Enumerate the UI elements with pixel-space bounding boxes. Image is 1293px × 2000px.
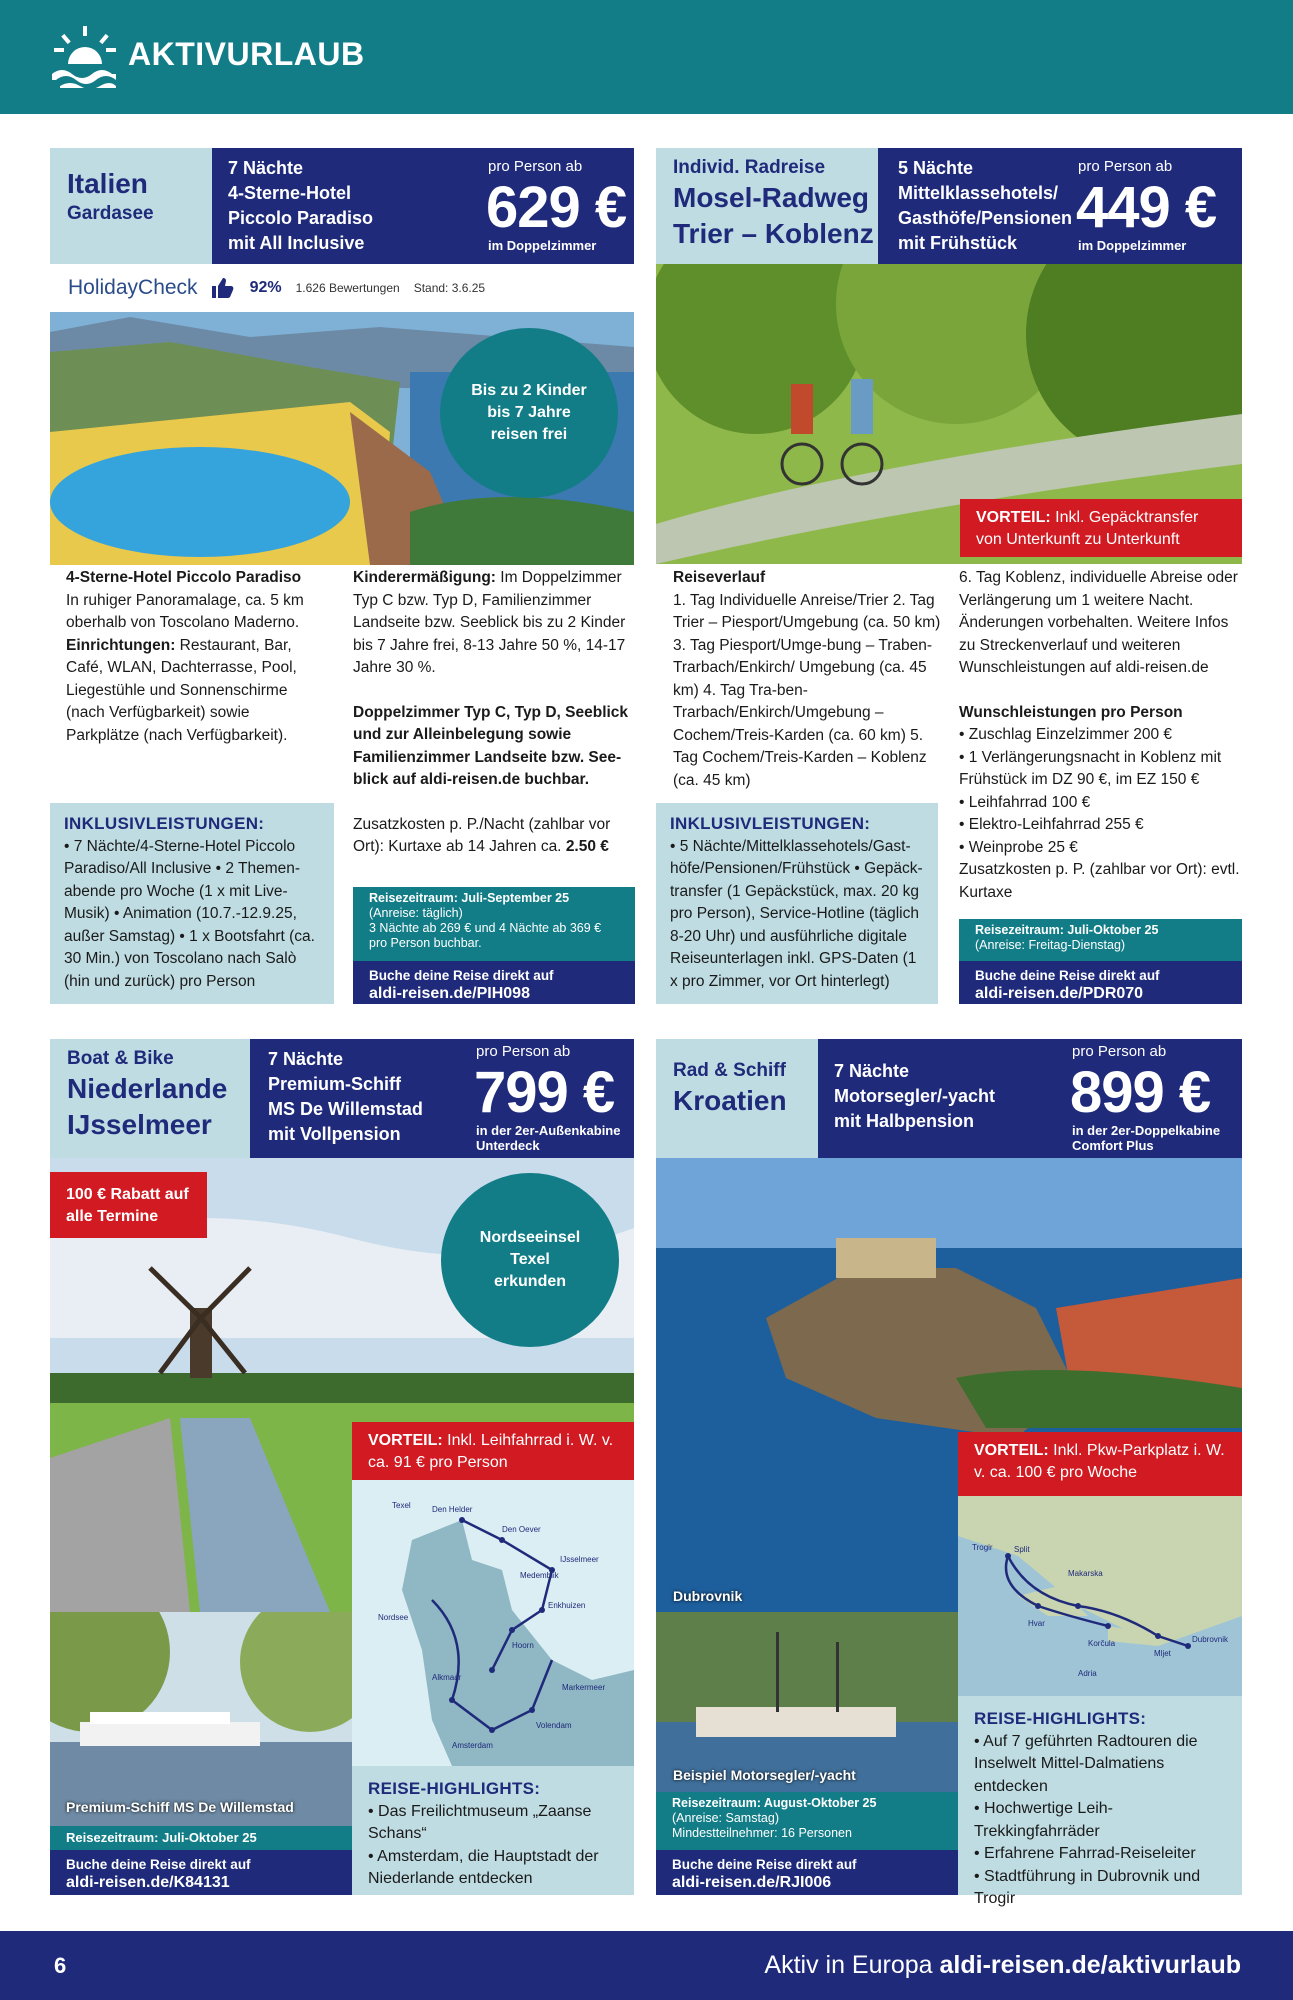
- offer3-bar-line: mit Vollpension: [268, 1124, 401, 1144]
- offer4-photo-caption: Dubrovnik: [673, 1588, 743, 1604]
- offer1-travel-period: [353, 887, 635, 961]
- map-label: IJsselmeer: [560, 1555, 599, 1564]
- offer3-bar-line: Premium-Schiff: [268, 1074, 402, 1094]
- offer2-title: Mosel-Radweg: [673, 182, 870, 213]
- offer4-period-head: Reisezeitraum: August-Oktober 25: [672, 1796, 877, 1810]
- offer4-price: 899 €: [1070, 1060, 1211, 1125]
- offer4-booking-link[interactable]: [656, 1850, 958, 1895]
- offer3-route-map: [352, 1480, 634, 1766]
- offer3-highlights-head: REISE-HIGHLIGHTS:: [368, 1779, 541, 1798]
- offer3-travel-period: [50, 1826, 352, 1850]
- map-label: Nordsee: [378, 1613, 409, 1622]
- offer4-highlights: [958, 1696, 1242, 1907]
- map-label: Makarska: [1068, 1569, 1103, 1578]
- offer4-price-bar: [818, 1039, 1242, 1158]
- offer3-highlight-item: • Amsterdam, die Hauptstadt der Niederlande entdecken: [368, 1847, 599, 1887]
- offer1-period-head: Reisezeitraum: Juli-September 25: [369, 891, 570, 905]
- offer1-inclusive-text: • 7 Nächte/4-Sterne-Hotel Piccolo Paradiso/All Inclusive • 2 Themen-abende pro Woche (1 x mit Live-Musik) • Animation (10.7.-12.9.25, außer Samstag) • 1 x Bootsfahrt (ca. 30 Min.) von Toscolano nach Salò (hin und zurück) pro Person: [64, 837, 315, 990]
- offer4-booking-url[interactable]: aldi-reisen.de/RJI006: [672, 1874, 832, 1891]
- offer4-highlight-item: • Stadtführung in Dubrovnik und Trogir: [974, 1867, 1201, 1907]
- offer2-extras: [959, 567, 1243, 904]
- offer4-advantage-text: Inkl. Pkw-Parkplatz i. W. v. ca. 100 € pro Woche: [974, 1442, 1225, 1481]
- offer3-advantage-text: Inkl. Leihfahrrad i. W. v. ca. 91 € pro Person: [368, 1432, 614, 1471]
- offer3-bar-line: 7 Nächte: [268, 1049, 344, 1069]
- offer1-price-prefix: pro Person ab: [488, 158, 583, 175]
- offer1-period-line: 3 Nächte ab 269 € und 4 Nächte ab 369 €: [369, 921, 602, 935]
- offer2-bar-line: Mittelklassehotels/: [898, 183, 1059, 203]
- offer1-period-line: (Anreise: täglich): [369, 906, 463, 920]
- offer2-price-bar: [878, 148, 1242, 264]
- map-label: Enkhuizen: [548, 1601, 586, 1610]
- offer1-bar-line: 7 Nächte: [228, 158, 304, 178]
- offer2-bar-line: mit Frühstück: [898, 233, 1018, 253]
- offer2-inclusive-text: • 5 Nächte/Mittelklassehotels/Gast-höfe/Pensionen/Frühstück • Gepäck-transfer (1 Gepäckstück, max. 20 kg pro Person), Service-Hotline (täglich 8-20 Uhr) und ausführliche digitale Reiseunterlagen inkl. GPS-Daten (1 x pro Zimmer, vor Ort hinterlegt): [670, 837, 923, 990]
- offer4-bar-line: mit Halbpension: [834, 1111, 975, 1131]
- offer4-period-line: (Anreise: Samstag): [672, 1811, 779, 1825]
- map-label: Alkmaar: [432, 1673, 462, 1682]
- offer3-price-bar: [250, 1039, 634, 1158]
- offer1-extra-costs: Zusatzkosten p. P./Nacht (zahlbar vor Ort): Kurtaxe ab 14 Jahren ca.: [353, 815, 611, 855]
- offer4-booking-text: Buche deine Reise direkt auf: [672, 1857, 857, 1872]
- holidaycheck-count: 1.626 Bewertungen: [295, 281, 400, 295]
- offer1-hotel-description: [66, 567, 326, 747]
- offer1-bar-line: 4-Sterne-Hotel: [228, 183, 352, 203]
- page-title: AKTIVURLAUB: [128, 36, 365, 72]
- offer2-price: 449 €: [1076, 175, 1217, 240]
- offer1-facilities-text: Restaurant, Bar, Café, WLAN, Dachterrasse, Pool, Liegestühle und Sonnenschirme (nach Verfügbarkeit) sowie Parkplätze (nach Verfügbarkeit).: [66, 636, 297, 744]
- offer4-advantage-label: VORTEIL:: [974, 1442, 1049, 1459]
- offer4-boat-caption: Beispiel Motorsegler/-yacht: [673, 1767, 856, 1783]
- offer1-price-sub: im Doppelzimmer: [488, 238, 597, 253]
- map-label: Texel: [392, 1501, 411, 1510]
- map-label: Amsterdam: [452, 1741, 493, 1750]
- footer-label: Aktiv in Europa: [764, 1951, 940, 1979]
- offer4-price-sub: [1072, 1123, 1220, 1153]
- offer1-facilities-label: Einrichtungen:: [66, 636, 176, 654]
- offer2-wish-item: • Weinprobe 25 €: [959, 838, 1078, 856]
- offer4-price-sub-line: Comfort Plus: [1072, 1138, 1154, 1153]
- map-label: Den Helder: [432, 1505, 473, 1514]
- offer2-price-prefix: pro Person ab: [1078, 158, 1173, 175]
- offer3-ship-caption: Premium-Schiff MS De Willemstad: [66, 1799, 294, 1815]
- offer3-price-prefix: pro Person ab: [476, 1043, 571, 1060]
- offer2-wish-item: • 1 Verlängerungsnacht in Koblenz mit Frühstück im DZ 90 €, im EZ 150 €: [959, 748, 1222, 788]
- map-label: Mljet: [1154, 1649, 1171, 1658]
- offer4-bar-line: Motorsegler/-yacht: [834, 1086, 996, 1106]
- offer4-highlight-item: • Auf 7 geführten Radtouren die Inselwelt Mittel-Dalmatiens entdecken: [974, 1732, 1198, 1795]
- offer3-price-sub-line: in der 2er-Außenkabine: [476, 1123, 621, 1138]
- offer1-country: Italien: [67, 168, 148, 199]
- map-label: Hvar: [1028, 1619, 1045, 1628]
- offer4-route-map: [958, 1496, 1242, 1696]
- offer4-advantage: [958, 1432, 1242, 1496]
- offer3-destination: [50, 1039, 250, 1158]
- offer3-booking-text: Buche deine Reise direkt auf: [66, 1857, 251, 1872]
- offer1-kids-discount: [353, 567, 631, 859]
- offer3-advantage-label: VORTEIL:: [368, 1432, 443, 1449]
- offer3-texel-circle: Nordseeinsel Texel erkunden: [441, 1173, 619, 1347]
- offer1-room-types: Doppelzimmer Typ C, Typ D, Seeblick und zur Alleinbelegung sowie Familienzimmer Landseite bzw. See-blick auf aldi-reisen.de buchbar.: [353, 703, 629, 788]
- map-label: Markermeer: [562, 1683, 606, 1692]
- offer3-price-sub-line: Unterdeck: [476, 1138, 540, 1153]
- page-number: 6: [54, 1953, 67, 1978]
- offer3-price: 799 €: [474, 1060, 615, 1125]
- thumbs-up-icon: [210, 277, 234, 299]
- offer4-price-sub-line: in der 2er-Doppelkabine: [1072, 1123, 1221, 1138]
- offer2-advantage-text: Inkl. Gepäcktransfer von Unterkunft zu Unterkunft: [976, 509, 1199, 548]
- offer2-period-head: Reisezeitraum: Juli-Oktober 25: [975, 923, 1159, 937]
- offer3-title: Niederlande: [67, 1073, 228, 1104]
- offer2-bar-line: 5 Nächte: [898, 158, 974, 178]
- offer1-kids-circle: Bis zu 2 Kinder bis 7 Jahre reisen frei: [440, 328, 618, 498]
- offer2-booking-text: Buche deine Reise direkt auf: [975, 968, 1160, 983]
- offer4-boat-photo: [656, 1612, 958, 1792]
- map-label: Split: [1014, 1545, 1030, 1554]
- offer3-title-2: IJsselmeer: [67, 1109, 212, 1140]
- offer4-destination: [656, 1039, 818, 1158]
- map-label: Medemblik: [520, 1571, 559, 1580]
- offer3-highlight-item: • Das Freilichtmuseum „Zaanse Schans“: [368, 1802, 592, 1842]
- holidaycheck-percent: 92%: [249, 279, 282, 296]
- offer2-inclusive-head: INKLUSIVLEISTUNGEN:: [670, 814, 871, 833]
- map-label: Korčula: [1088, 1639, 1116, 1648]
- offer1-bar-line: Piccolo Paradiso: [228, 208, 374, 228]
- offer2-inclusive-box: [656, 803, 938, 1004]
- offer1-booking-text: Buche deine Reise direkt auf: [369, 968, 554, 983]
- offer1-inclusive-head: INKLUSIVLEISTUNGEN:: [64, 814, 265, 833]
- offer1-hotel-head: 4-Sterne-Hotel Piccolo Paradiso: [66, 569, 302, 586]
- page-footer: [0, 1931, 1293, 2000]
- map-label: Hoorn: [512, 1641, 534, 1650]
- offer3-bar-line: MS De Willemstad: [268, 1099, 423, 1119]
- footer-link[interactable]: aldi-reisen.de/aktivurlaub: [939, 1951, 1241, 1979]
- offer4-period-line: Mindestteilnehmer: 16 Personen: [672, 1826, 852, 1840]
- offer3-price-sub: [476, 1123, 620, 1153]
- offer2-advantage: [960, 499, 1242, 557]
- holidaycheck-rating: [50, 264, 634, 312]
- offer2-itinerary: [673, 567, 943, 792]
- offer1-extra-costs-value: 2.50 €: [565, 838, 609, 855]
- offer2-booking-link[interactable]: [959, 961, 1242, 1004]
- offer4-highlight-item: • Hochwertige Leih-Trekkingfahrräder: [974, 1800, 1113, 1840]
- offer1-kids-label: Kinderermäßigung:: [353, 569, 496, 586]
- offer2-extra-costs: Zusatzkosten p. P. (zahlbar vor Ort): evtl. Kurtaxe: [959, 861, 1240, 901]
- map-label: Den Oever: [502, 1525, 541, 1534]
- offer1-bar-line: mit All Inclusive: [228, 233, 365, 253]
- offer2-title-2: Trier – Koblenz: [673, 218, 874, 249]
- offer3-discount-badge: 100 € Rabatt auf alle Termine: [50, 1172, 207, 1238]
- offer2-destination: [656, 148, 878, 264]
- offer2-itinerary-text: 1. Tag Individuelle Anreise/Trier 2. Tag Trier – Piesport/Umgebung (ca. 50 km) 3. Tag Piesport/Umge-bung – Traben-Trarbach/Enkirch/ Umgebung (ca. 45 km) 4. Tag Tra-ben-Trarbach/Enkirch/Umgebung – Cochem/Treis-Karden (ca. 60 km) 5. Tag Cochem/Treis-Karden – Koblenz (ca. 45 km): [673, 591, 941, 789]
- offer2-wish-item: • Leihfahrrad 100 €: [959, 793, 1091, 811]
- offer2-bar-line: Gasthöfe/Pensionen: [898, 208, 1073, 228]
- offer2-advantage-label: VORTEIL:: [976, 509, 1051, 526]
- offer1-hotel-text: In ruhiger Panoramalage, ca. 5 km oberhalb von Toscolano Maderno.: [66, 591, 304, 631]
- offer3-period-head: Reisezeitraum: Juli-Oktober 25: [66, 1830, 257, 1845]
- map-label: Dubrovnik: [1192, 1635, 1229, 1644]
- offer1-kids-text: Im Doppelzimmer Typ C bzw. Typ D, Familienzimmer Landseite bzw. Seeblick bis zu 2 Kinder bis 7 Jahre frei, 8-13 Jahre 50 %, 14-17 Jahre 30 %.: [353, 569, 626, 676]
- offer3-booking-url[interactable]: aldi-reisen.de/K84131: [66, 1874, 230, 1891]
- offer3-advantage: [352, 1422, 634, 1480]
- offer4-title: Kroatien: [673, 1085, 787, 1116]
- page-header: [0, 0, 1293, 114]
- footer-text: [764, 1951, 1241, 1980]
- offer3-booking-link[interactable]: [50, 1850, 352, 1895]
- offer1-region: Gardasee: [67, 203, 154, 224]
- offer2-travel-period: [959, 919, 1242, 961]
- offer4-highlight-item: • Erfahrene Fahrrad-Reiseleiter: [974, 1845, 1196, 1862]
- holidaycheck-logo: HolidayCheck: [68, 276, 198, 299]
- offer2-kicker: Individ. Radreise: [673, 157, 826, 178]
- offer4-bar-line: 7 Nächte: [834, 1061, 910, 1081]
- offer2-itinerary-head: Reiseverlauf: [673, 569, 766, 586]
- offer2-wish-item: • Zuschlag Einzelzimmer 200 €: [959, 726, 1173, 743]
- offer2-day6-text: 6. Tag Koblenz, individuelle Abreise oder Verlängerung um 1 weitere Nacht. Änderungen vorbehalten. Weitere Infos zu Streckenverlauf und weiteren Wunschleistungen auf aldi-reisen.de: [959, 569, 1238, 676]
- offer1-price-bar: [212, 148, 634, 264]
- offer2-wishes-head: Wunschleistungen pro Person: [959, 703, 1183, 721]
- map-label: Adria: [1078, 1669, 1097, 1678]
- offer2-wish-item: • Elektro-Leihfahrrad 255 €: [959, 816, 1144, 833]
- offer4-highlights-head: REISE-HIGHLIGHTS:: [974, 1709, 1147, 1728]
- offer1-destination: [50, 148, 212, 264]
- sun-wave-logo-icon: [50, 26, 120, 88]
- offer2-booking-url[interactable]: aldi-reisen.de/PDR070: [975, 985, 1144, 1002]
- map-label: Volendam: [536, 1721, 572, 1730]
- offer1-price: 629 €: [486, 175, 627, 240]
- offer3-ship-photo: [50, 1612, 352, 1826]
- holidaycheck-date: Stand: 3.6.25: [413, 281, 486, 295]
- offer1-booking-link[interactable]: [353, 961, 635, 1004]
- offer3-highlights: [352, 1766, 634, 1895]
- map-label: Trogir: [972, 1543, 993, 1552]
- offer3-kicker: Boat & Bike: [67, 1048, 174, 1069]
- offer4-kicker: Rad & Schiff: [673, 1060, 786, 1081]
- offer4-travel-period: [656, 1792, 958, 1850]
- offer1-booking-url[interactable]: aldi-reisen.de/PIH098: [369, 985, 530, 1002]
- offer4-price-prefix: pro Person ab: [1072, 1043, 1167, 1060]
- offer1-inclusive-box: [50, 803, 334, 1004]
- offer1-period-line: pro Person buchbar.: [369, 936, 482, 950]
- offer2-price-sub: im Doppelzimmer: [1078, 238, 1187, 253]
- offer2-period-line: (Anreise: Freitag-Dienstag): [975, 938, 1126, 952]
